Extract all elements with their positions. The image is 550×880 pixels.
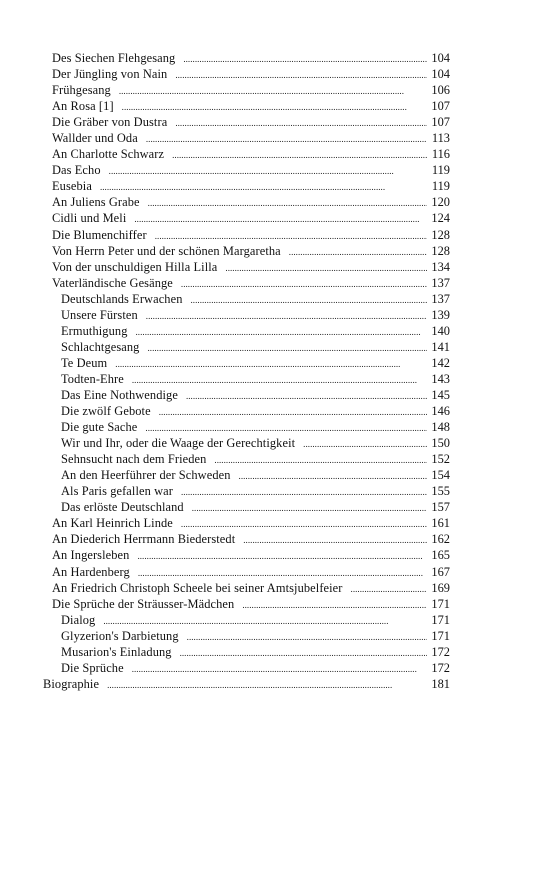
toc-entry-page-number: 107 <box>431 115 450 130</box>
toc-entry-title: Cidli und Meli <box>52 211 127 226</box>
toc-entry-page-number: 116 <box>431 147 450 162</box>
toc-entry[interactable] <box>0 628 550 644</box>
toc-entry-row <box>61 323 450 340</box>
dot-leader <box>214 452 427 468</box>
toc-entry[interactable] <box>0 114 550 130</box>
toc-entry-row <box>61 499 450 516</box>
toc-entry[interactable] <box>0 596 550 612</box>
dot-leader <box>148 195 427 211</box>
toc-entry[interactable] <box>0 419 550 435</box>
toc-entry-page-number: 142 <box>431 355 450 370</box>
toc-entry-title: Von Herrn Peter und der schönen Margaretha <box>52 243 281 258</box>
dot-leader <box>243 532 427 548</box>
dot-leader <box>175 67 427 83</box>
toc-entry-row <box>52 531 450 548</box>
toc-entry[interactable] <box>0 435 550 451</box>
toc-entry-page-number: 145 <box>431 387 450 402</box>
toc-entry-page-number: 155 <box>431 484 450 499</box>
toc-entry[interactable] <box>0 66 550 82</box>
toc-entry-row <box>52 98 450 115</box>
toc-entry-row <box>61 451 450 468</box>
toc-entry-row <box>52 194 450 211</box>
toc-entry[interactable] <box>0 547 550 563</box>
toc-entry-row <box>52 275 450 292</box>
toc-entry-title: Dialog <box>61 612 96 627</box>
toc-entry-page-number: 162 <box>431 532 450 547</box>
dot-leader <box>239 468 427 484</box>
toc-entry-title: Biographie <box>43 676 100 691</box>
toc-entry-page-number: 161 <box>431 516 450 531</box>
toc-entry-title: Sehnsucht nach dem Frieden <box>61 452 207 467</box>
toc-entry-page-number: 172 <box>431 660 450 675</box>
toc-entry-row <box>52 82 450 99</box>
dot-leader <box>155 228 427 244</box>
dot-leader <box>187 629 427 645</box>
toc-entry-row <box>52 564 450 581</box>
toc-entry-page-number: 152 <box>431 452 450 467</box>
toc-entry-row <box>61 644 450 661</box>
toc-entry-row <box>52 259 450 276</box>
dot-leader <box>180 645 427 661</box>
dot-leader <box>137 548 427 564</box>
toc-entry-title: Die Sprüche <box>61 660 124 675</box>
toc-entry-row <box>61 483 450 500</box>
dot-leader <box>225 260 427 276</box>
toc-entry[interactable] <box>0 259 550 275</box>
toc-entry-row <box>52 580 450 597</box>
toc-entry[interactable] <box>0 387 550 403</box>
dot-leader <box>181 276 427 292</box>
toc-entry-row <box>52 114 450 131</box>
dot-leader <box>242 597 427 613</box>
toc-entry[interactable] <box>0 612 550 628</box>
dot-leader <box>289 244 427 260</box>
toc-entry-title: Von der unschuldigen Hilla Lilla <box>52 259 218 274</box>
toc-entry-page-number: 124 <box>431 211 450 226</box>
toc-entry[interactable] <box>0 355 550 371</box>
toc-entry-row <box>61 291 450 308</box>
dot-leader <box>146 131 427 147</box>
toc-entry[interactable] <box>0 644 550 660</box>
toc-entry-page-number: 104 <box>431 51 450 65</box>
toc-entry-title: Die gute Sache <box>61 420 138 435</box>
toc-entry[interactable] <box>0 371 550 387</box>
toc-entry-title: An Rosa [1] <box>52 99 114 114</box>
toc-entry-page-number: 146 <box>431 404 450 419</box>
toc-entry-row <box>61 387 450 404</box>
toc-entry-page-number: 104 <box>431 67 450 82</box>
toc-entry[interactable] <box>0 98 550 114</box>
dot-leader <box>181 484 427 500</box>
toc-entry-page-number: 169 <box>431 580 450 595</box>
toc-entry-title: Ermuthigung <box>61 323 128 338</box>
dot-leader <box>181 516 427 532</box>
toc-entry-page-number: 143 <box>431 371 450 386</box>
toc-entry-title: Todten-Ehre <box>61 371 124 386</box>
toc-entry[interactable] <box>0 676 550 692</box>
dot-leader <box>100 179 427 195</box>
toc-entry-title: Das erlöste Deutschland <box>61 500 184 515</box>
toc-entry-page-number: 119 <box>431 163 450 178</box>
toc-entry-page-number: 120 <box>431 195 450 210</box>
toc-entry[interactable] <box>0 483 550 499</box>
toc-entry-title: Frühgesang <box>52 83 111 98</box>
toc-entry-row <box>61 339 450 356</box>
dot-leader <box>136 324 428 340</box>
toc-entry-row <box>52 50 450 67</box>
toc-entry-title: Eusebia <box>52 179 92 194</box>
toc-entry-page-number: 157 <box>431 500 450 515</box>
toc-entry-title: Vaterländische Gesänge <box>52 275 173 290</box>
toc-entry-row <box>52 547 450 564</box>
toc-entry-title: Wallder und Oda <box>52 131 138 146</box>
toc-entry-title: Als Paris gefallen war <box>61 484 173 499</box>
toc-entry[interactable] <box>0 564 550 580</box>
toc-entry-title: Wir und Ihr, oder die Waage der Gerechtigkeit <box>61 436 296 451</box>
toc-entry-page-number: 140 <box>431 323 450 338</box>
toc-entry[interactable] <box>0 515 550 531</box>
toc-entry-title: Unsere Fürsten <box>61 307 138 322</box>
table-of-contents <box>0 50 550 692</box>
toc-entry[interactable] <box>0 162 550 178</box>
toc-entry-row <box>52 178 450 195</box>
toc-entry-page-number: 137 <box>431 275 450 290</box>
toc-entry[interactable] <box>0 580 550 596</box>
dot-leader <box>115 356 427 372</box>
dot-leader <box>146 308 427 324</box>
toc-entry-title: An Charlotte Schwarz <box>52 147 165 162</box>
toc-entry-page-number: 113 <box>431 131 450 146</box>
toc-entry-title: Des Siechen Flehgesang <box>52 51 176 65</box>
toc-entry-title: An Friedrich Christoph Scheele bei seiner Amtsjubelfeier <box>52 580 343 595</box>
toc-entry-page-number: 134 <box>431 259 450 274</box>
toc-entry-row <box>52 515 450 532</box>
toc-entry[interactable] <box>0 146 550 162</box>
dot-leader <box>186 388 427 404</box>
toc-entry[interactable] <box>0 210 550 226</box>
toc-entry-row <box>61 371 450 388</box>
toc-entry-row <box>52 162 450 179</box>
toc-entry-row <box>43 676 450 693</box>
toc-entry-row <box>61 355 450 372</box>
toc-entry-title: An Karl Heinrich Linde <box>52 516 173 531</box>
toc-entry-page-number: 167 <box>431 564 450 579</box>
toc-entry-row <box>61 435 450 452</box>
dot-leader <box>175 115 427 131</box>
toc-entry-page-number: 139 <box>431 307 450 322</box>
dot-leader <box>132 661 427 677</box>
toc-entry-page-number: 128 <box>431 227 450 242</box>
toc-entry-title: Die zwölf Gebote <box>61 404 151 419</box>
toc-entry-title: Der Jüngling von Nain <box>52 67 168 82</box>
toc-entry[interactable] <box>0 291 550 307</box>
dot-leader <box>109 163 427 179</box>
dot-leader <box>183 51 427 67</box>
toc-entry-title: Musarion's Einladung <box>61 644 172 659</box>
toc-entry-title: Die Sprüche der Sträusser-Mädchen <box>52 596 235 611</box>
dot-leader <box>303 436 427 452</box>
toc-entry[interactable] <box>0 243 550 259</box>
dot-leader <box>132 372 427 388</box>
toc-entry-page-number: 141 <box>431 339 450 354</box>
toc-entry[interactable] <box>0 307 550 323</box>
toc-entry-row <box>61 628 450 645</box>
dot-leader <box>145 420 427 436</box>
toc-entry-page-number: 148 <box>431 420 450 435</box>
toc-entry-title: An Hardenberg <box>52 564 130 579</box>
toc-entry-title: Schlachtgesang <box>61 339 140 354</box>
dot-leader <box>119 83 427 99</box>
toc-entry[interactable] <box>0 194 550 210</box>
toc-entry-title: Te Deum <box>61 355 108 370</box>
dot-leader <box>172 147 427 163</box>
toc-entry-page-number: 119 <box>431 179 450 194</box>
toc-entry-page-number: 165 <box>431 548 450 563</box>
toc-entry-row <box>61 419 450 436</box>
toc-entry-title: An den Heerführer der Schweden <box>61 468 231 483</box>
toc-entry[interactable] <box>0 660 550 676</box>
toc-entry-row <box>52 130 450 147</box>
toc-entry-row <box>61 660 450 677</box>
toc-entry-row <box>52 227 450 244</box>
dot-leader <box>351 581 427 597</box>
toc-entry-page-number: 171 <box>431 628 450 643</box>
toc-entry-row <box>61 403 450 420</box>
toc-entry[interactable] <box>0 82 550 98</box>
toc-entry-title: Das Eine Nothwendige <box>61 387 178 402</box>
toc-entry-page-number: 171 <box>431 612 450 627</box>
toc-entry-title: Das Echo <box>52 163 101 178</box>
dot-leader <box>103 613 427 629</box>
toc-entry[interactable] <box>0 227 550 243</box>
toc-entry[interactable] <box>0 451 550 467</box>
toc-entry[interactable] <box>0 178 550 194</box>
toc-entry[interactable] <box>0 403 550 419</box>
dot-leader <box>192 500 427 516</box>
toc-entry[interactable] <box>0 531 550 547</box>
toc-entry-page-number: 154 <box>431 468 450 483</box>
toc-entry[interactable] <box>0 50 550 66</box>
toc-entry-page-number: 172 <box>431 644 450 659</box>
toc-entry-page-number: 106 <box>431 83 450 98</box>
toc-entry-title: Die Blumenchiffer <box>52 227 147 242</box>
toc-entry-title: An Juliens Grabe <box>52 195 140 210</box>
toc-entry-row <box>61 612 450 629</box>
toc-entry-row <box>52 243 450 260</box>
dot-leader <box>134 211 427 227</box>
dot-leader <box>122 99 427 115</box>
toc-entry-title: An Diederich Herrmann Biederstedt <box>52 532 236 547</box>
toc-entry-page-number: 128 <box>431 243 450 258</box>
toc-entry-title: Die Gräber von Dustra <box>52 115 168 130</box>
toc-entry-page-number: 171 <box>431 596 450 611</box>
toc-entry-row <box>52 66 450 83</box>
toc-entry-page-number: 150 <box>431 436 450 451</box>
dot-leader <box>159 404 427 420</box>
toc-entry-row <box>52 596 450 613</box>
toc-entry[interactable] <box>0 499 550 515</box>
toc-entry-row <box>52 210 450 227</box>
toc-entry[interactable] <box>0 467 550 483</box>
toc-entry-page-number: 137 <box>431 291 450 306</box>
toc-entry[interactable] <box>0 339 550 355</box>
toc-entry[interactable] <box>0 130 550 146</box>
toc-entry[interactable] <box>0 323 550 339</box>
dot-leader <box>138 565 427 581</box>
toc-entry-row <box>61 467 450 484</box>
dot-leader <box>107 677 427 693</box>
toc-entry-title: An Ingersleben <box>52 548 130 563</box>
toc-entry-page-number: 181 <box>431 676 450 691</box>
toc-entry-page-number: 107 <box>431 99 450 114</box>
toc-entry[interactable] <box>0 275 550 291</box>
toc-entry-title: Glyzerion's Darbietung <box>61 628 179 643</box>
dot-leader <box>147 340 427 356</box>
toc-entry-title: Deutschlands Erwachen <box>61 291 183 306</box>
toc-entry-row <box>52 146 450 163</box>
dot-leader <box>191 292 428 308</box>
toc-entry-row <box>61 307 450 324</box>
